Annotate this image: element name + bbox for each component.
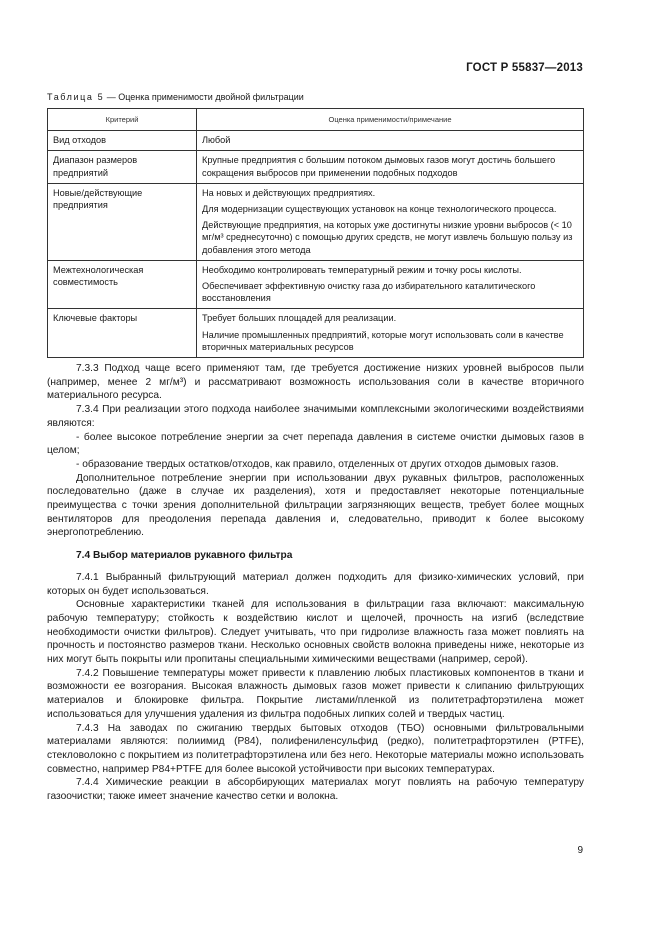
- assessment-note: Требует больших площадей для реализации.: [202, 313, 397, 324]
- assessment-note: Обеспечивает эффективную очистку газа до избирательного каталитического восстановления: [202, 281, 536, 304]
- criterion-cell: Вид отходов: [48, 131, 197, 151]
- criterion-cell: Межтехнологическая совместимость: [48, 260, 197, 309]
- standard-code: ГОСТ Р 55837—2013: [466, 62, 583, 74]
- assessment-cell: [197, 151, 584, 183]
- assessment-note: Крупные предприятия с большим потоком дымовых газов могут достичь большего сокращения выбросов при применении подобных подходов: [202, 155, 556, 178]
- criterion-cell: Диапазон размеров предприятий: [48, 151, 197, 183]
- table-row: [48, 260, 584, 309]
- assessment-note: Наличие промышленных предприятий, которые могут использовать соли в качестве вторичных материальных ресурсов: [202, 329, 564, 352]
- table-row: [48, 151, 584, 183]
- table-row: [48, 131, 584, 151]
- table-row: [48, 183, 584, 260]
- paragraph: Основные характеристики тканей для использования в фильтрации газа включают: максимальную рабочую температуру; стойкость к воздействию кислот и щелочей, прочность на изгиб (вследствие необходимости очистки фильтров). Следует учитывать, что при гидролизе влажность газа может повлиять на прочность и постоянство размеров ткани. Несколько основных свойств волокна приведены ниже, некоторые из них могут быть покрыты или пропитаны специальными химическими веществами (например, серой).: [47, 599, 584, 666]
- column-header-assessment: Оценка применимости/примечание: [197, 109, 584, 131]
- assessment-note: Любой: [202, 135, 231, 146]
- list-item: - более высокое потребление энергии за счет перепада давления в системе очистки дымовых газов в целом;: [47, 431, 584, 457]
- table-row: [48, 309, 584, 358]
- body-text: [47, 362, 584, 804]
- assessment-cell: [197, 183, 584, 260]
- paragraph-7-4-3: 7.4.3 На заводах по сжиганию твердых бытовых отходов (ТБО) основными фильтровальными материалами являются: полиимид (Р84), полифениленсульфид (редко), политетрафторэтилен (PTFE), стекловолокно с покрытием из политетрафторэтилена или без него. Некоторые материалы можно использовать совместно, например Р84+PTFE для более высокой устойчивости при высоких температурах.: [47, 722, 584, 775]
- table-caption: [47, 92, 304, 102]
- paragraph-7-4-4: 7.4.4 Химические реакции в абсорбирующих материалах могут повлиять на рабочую температуру газоочистки; также имеет значение качество сетки и волокна.: [47, 777, 584, 803]
- section-heading: 7.4 Выбор материалов рукавного фильтра: [76, 550, 293, 562]
- paragraph-7-4-1: 7.4.1 Выбранный фильтрующий материал должен подходить для физико-химических условий, при которых он будет использоваться.: [47, 571, 584, 597]
- assessment-note: На новых и действующих предприятиях.: [202, 187, 376, 198]
- assessment-cell: [197, 309, 584, 358]
- assessment-cell: [197, 131, 584, 151]
- page-number: 9: [577, 845, 583, 856]
- list-item: - образование твердых остатков/отходов, как правило, отделенных от других отходов дымовых газов.: [76, 458, 559, 470]
- paragraph-7-3-4: 7.3.4 При реализации этого подхода наиболее значимыми комплексными экологическими воздействиями являются:: [47, 404, 584, 429]
- column-header-criterion: Критерий: [48, 109, 197, 131]
- criteria-table: [47, 108, 584, 358]
- table-caption-number: Таблица 5: [47, 92, 105, 102]
- assessment-cell: [197, 260, 584, 309]
- assessment-note: Необходимо контролировать температурный режим и точку росы кислоты.: [202, 264, 522, 275]
- criterion-cell: Ключевые факторы: [48, 309, 197, 358]
- assessment-note: Для модернизации существующих установок на конце технологического процесса.: [202, 204, 557, 215]
- paragraph-7-3-3: 7.3.3 Подход чаще всего применяют там, где требуется достижение низких уровней выбросов пыли (например, менее 2 мг/м³) и рассматривают возможность использования соли в качестве вторичного материального ресурса.: [47, 363, 584, 402]
- assessment-note: Действующие предприятия, на которых уже достигнуты низкие уровни выбросов (< 10 мг/м³ среднесуточно) с помощью других средств, не могут извлечь большую пользу из добавления этого метода: [202, 220, 573, 255]
- table-header-row: [48, 109, 584, 131]
- table-caption-title: — Оценка применимости двойной фильтрации: [104, 92, 304, 102]
- criterion-cell: Новые/действующие предприятия: [48, 183, 197, 260]
- paragraph-7-4-2: 7.4.2 Повышение температуры может привести к плавлению любых пластиковых компонентов в ткани и возможности ее возгорания. Высокая влажность дымовых газов может привести к слипанию фильтрующих материалов и блокировке фильтра. Покрытие листами/пленкой из политетрафторэтилена может использоваться для улучшения удаления из фильтра подобных липких солей и твердых частиц.: [47, 667, 584, 720]
- paragraph: Дополнительное потребление энергии при использовании двух рукавных фильтров, расположенных последовательно (даже в случае их разделения), хотя и предоставляет некоторые потенциальные преимущества с точки зрения дополнительной фильтрации загрязняющих веществ, требует более мощных вентиляторов для преодоления перепада давления и, следовательно, приводит к более высокому энергопотреблению.: [47, 472, 584, 539]
